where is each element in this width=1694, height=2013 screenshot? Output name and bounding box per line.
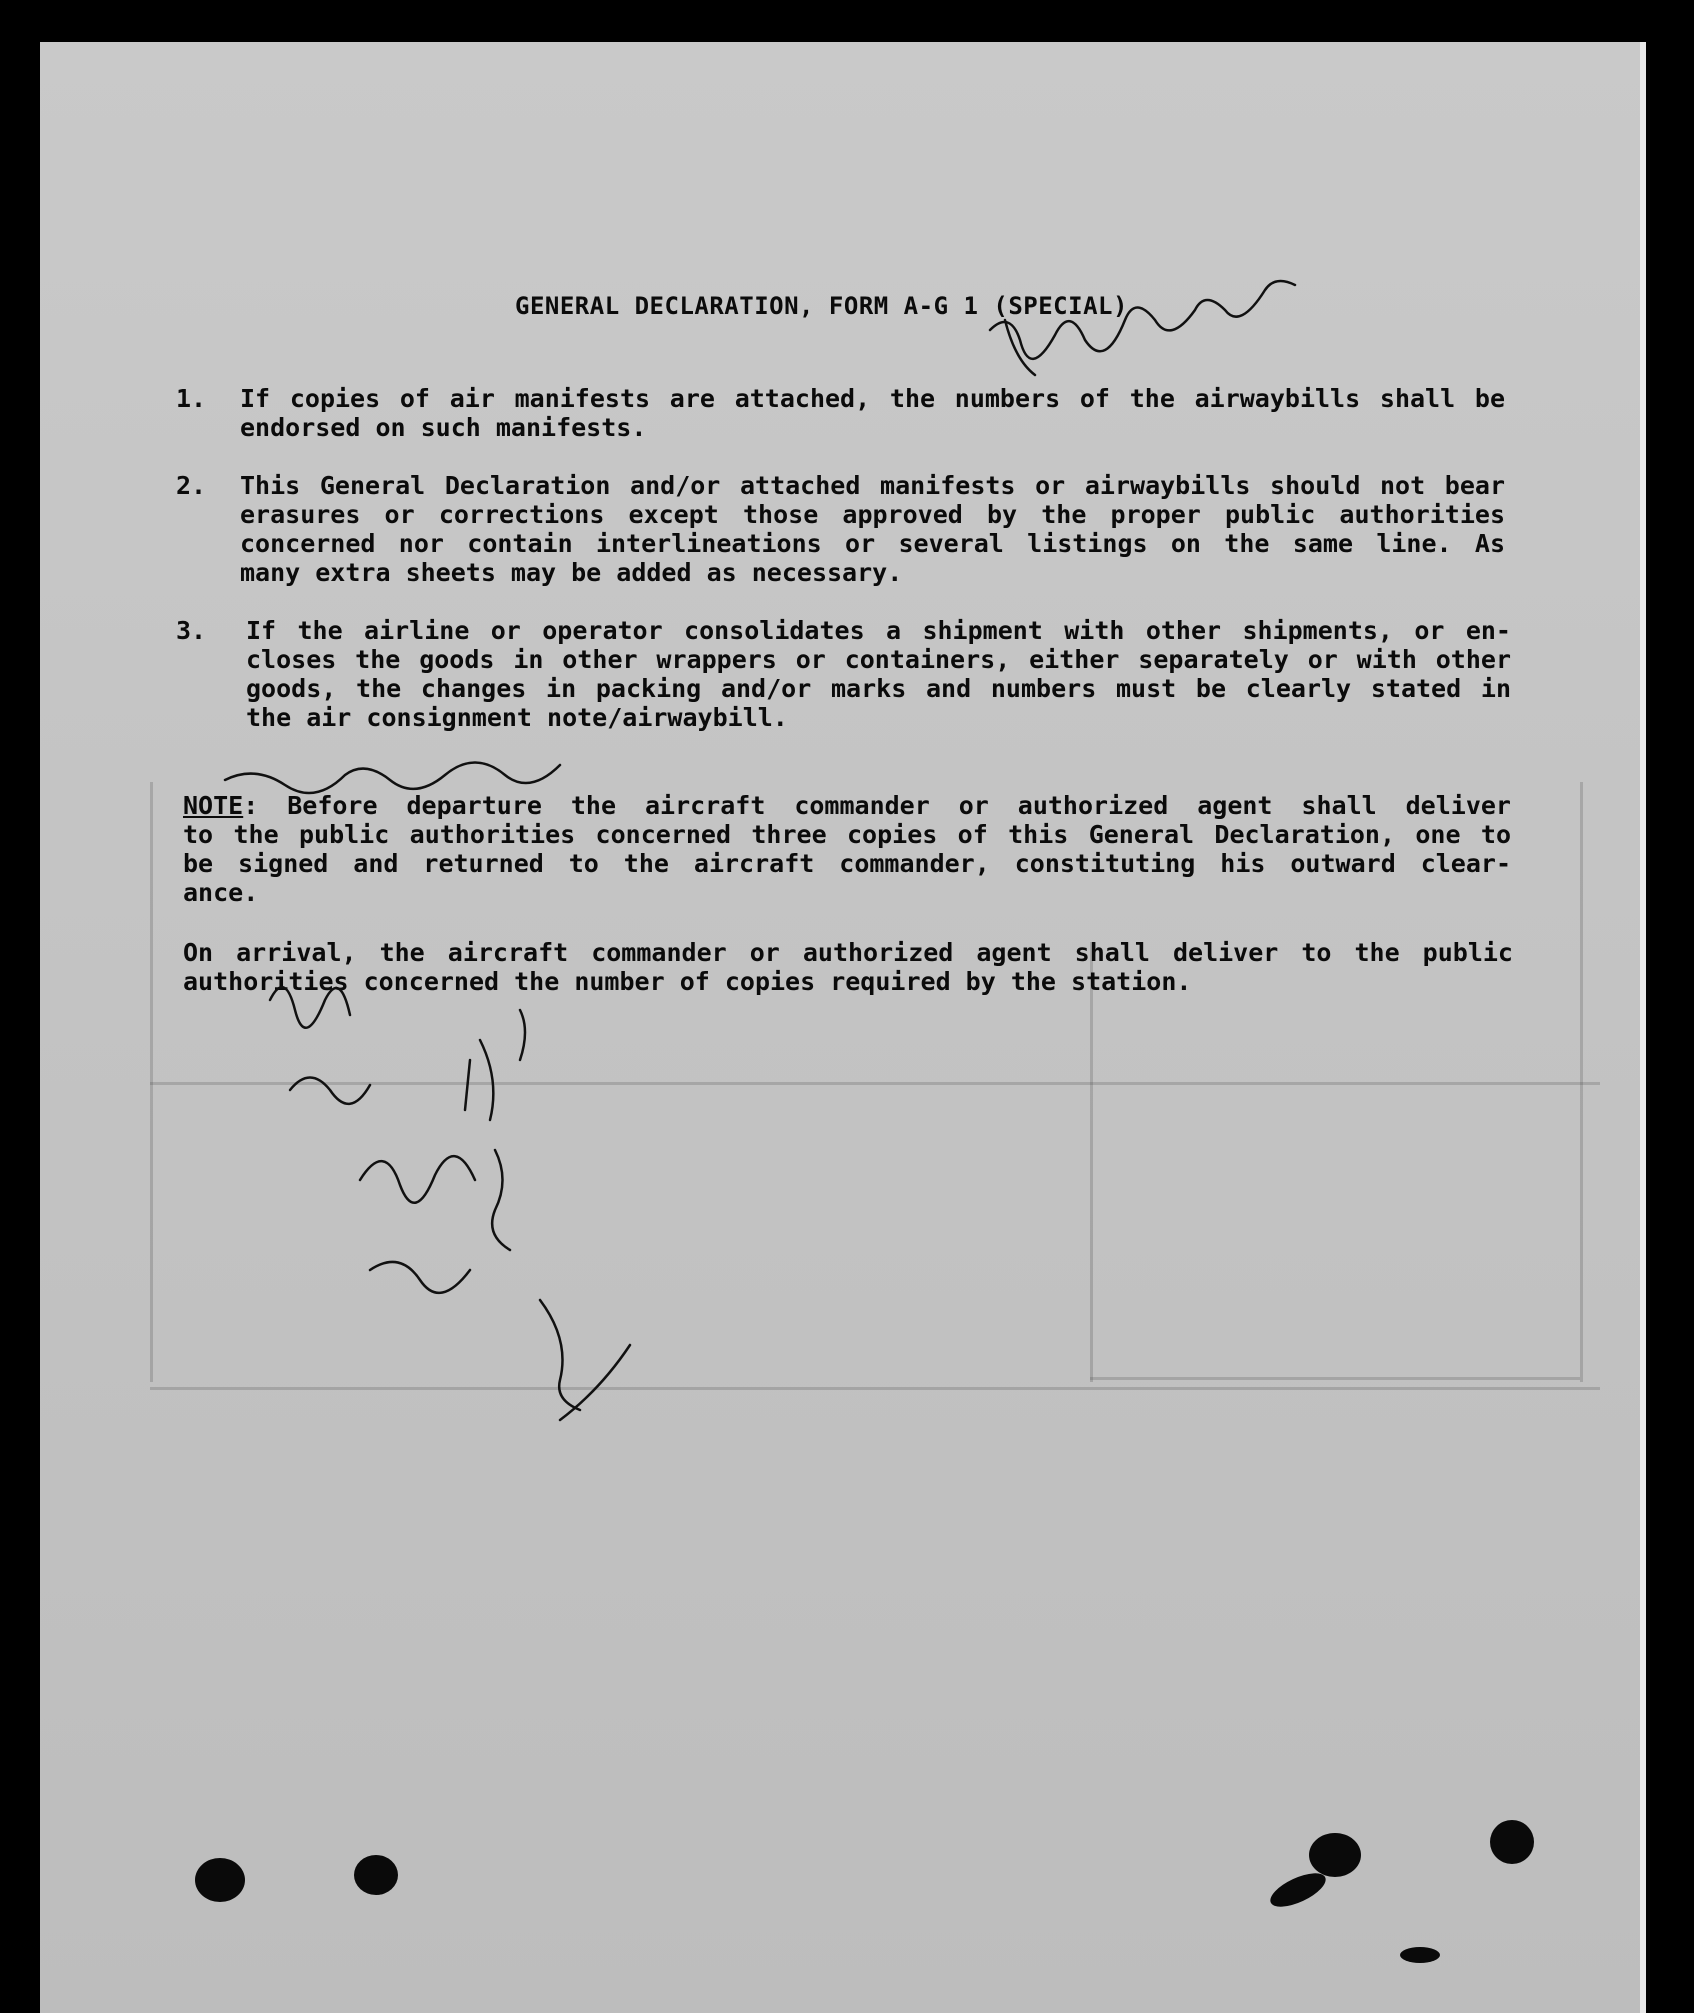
ink-blot (1309, 1833, 1361, 1877)
item-line: This General Declaration and/or attached manifests or airwaybills should not bear (240, 471, 1505, 500)
note-line: to the public authorities concerned three copies of this General Declaration, one to (183, 820, 1511, 849)
ink-blot (1266, 1866, 1331, 1913)
handwriting-margin (540, 1300, 580, 1410)
document-title: GENERAL DECLARATION, FORM A-G 1 (SPECIAL) (515, 292, 1128, 320)
ink-blot (1400, 1947, 1440, 1963)
item-line: erasures or corrections except those approved by the proper public authorities (240, 500, 1505, 529)
item-number: 2. (176, 471, 207, 500)
ink-blot (195, 1858, 245, 1902)
item-line: closes the goods in other wrappers or containers, either separately or with other (246, 645, 1511, 674)
handwriting-margin (370, 1262, 470, 1293)
item-line: endorsed on such manifests. (240, 413, 647, 442)
arrival-line: authorities concerned the number of copies required by the station. (183, 967, 1192, 996)
handwriting-margin (290, 1078, 370, 1104)
note-line: : Before departure the aircraft commander or authorized agent shall deliver (243, 791, 1511, 820)
ink-blot (1490, 1820, 1534, 1864)
handwriting-signature-top (1005, 320, 1035, 375)
item-line: concerned nor contain interlineations or several listings on the same line. As (240, 529, 1505, 558)
arrival-line: On arrival, the aircraft commander or authorized agent shall deliver to the public (183, 938, 1513, 967)
item-line: the air consignment note/airwaybill. (246, 703, 788, 732)
item-number: 3. (176, 616, 207, 645)
handwriting-margin (465, 1010, 525, 1120)
note-line: be signed and returned to the aircraft commander, constituting his outward clear- (183, 849, 1511, 878)
handwriting-margin (492, 1150, 510, 1250)
item-line: If the airline or operator consolidates a shipment with other shipments, or en- (246, 616, 1511, 645)
handwriting-margin (560, 1345, 630, 1420)
ink-blots (195, 1820, 1534, 1963)
handwriting-margin (270, 987, 350, 1028)
note-line: ance. (183, 878, 259, 907)
item-line: goods, the changes in packing and/or marks and numbers must be clearly stated in (246, 674, 1511, 703)
item-line: many extra sheets may be added as necessary. (240, 558, 903, 587)
note-label: NOTE (183, 791, 244, 820)
handwriting-signature-top (990, 281, 1295, 359)
ink-blot (354, 1855, 398, 1895)
handwriting-margin (225, 763, 560, 794)
handwriting-margin (360, 1156, 475, 1203)
item-line: If copies of air manifests are attached, the numbers of the airwaybills shall be (240, 384, 1505, 413)
item-number: 1. (176, 384, 207, 413)
